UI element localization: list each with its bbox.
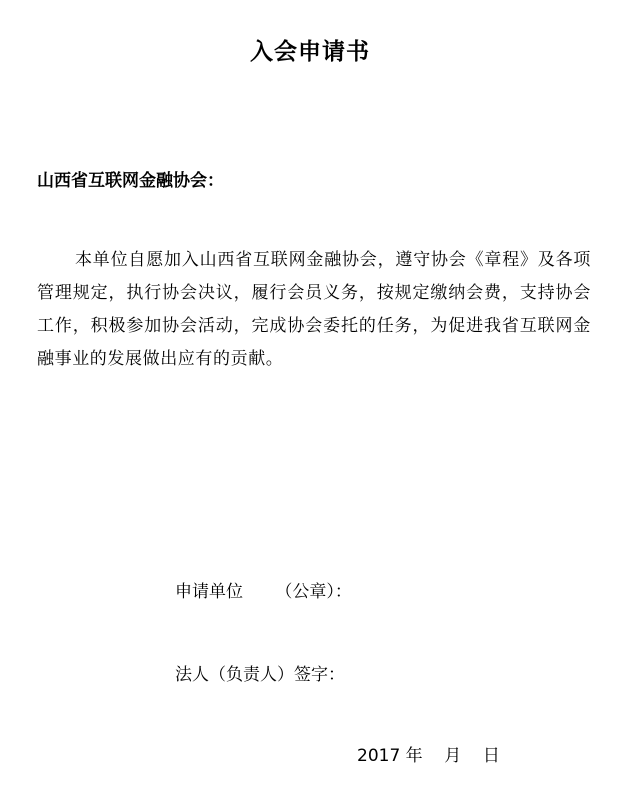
body-paragraph: 本单位自愿加入山西省互联网金融协会，遵守协会《章程》及各项管理规定，执行协会决议，履行会员义务，按规定缴纳会费，支持协会工作，积极参加协会活动，完成协会委托的任务，为促进我省互联网金融事业的发展做出应有的贡献。 (37, 250, 591, 369)
legal-representative-signature-line: 法人（负责人）签字： (175, 665, 345, 685)
addressee-line: 山西省互联网金融协会： (37, 171, 224, 191)
applicant-unit-seal-line: 申请单位 （公章）： (175, 582, 352, 602)
document-title: 入会申请书 (250, 39, 370, 65)
date-line: 2017 年 月 日 (357, 746, 500, 766)
